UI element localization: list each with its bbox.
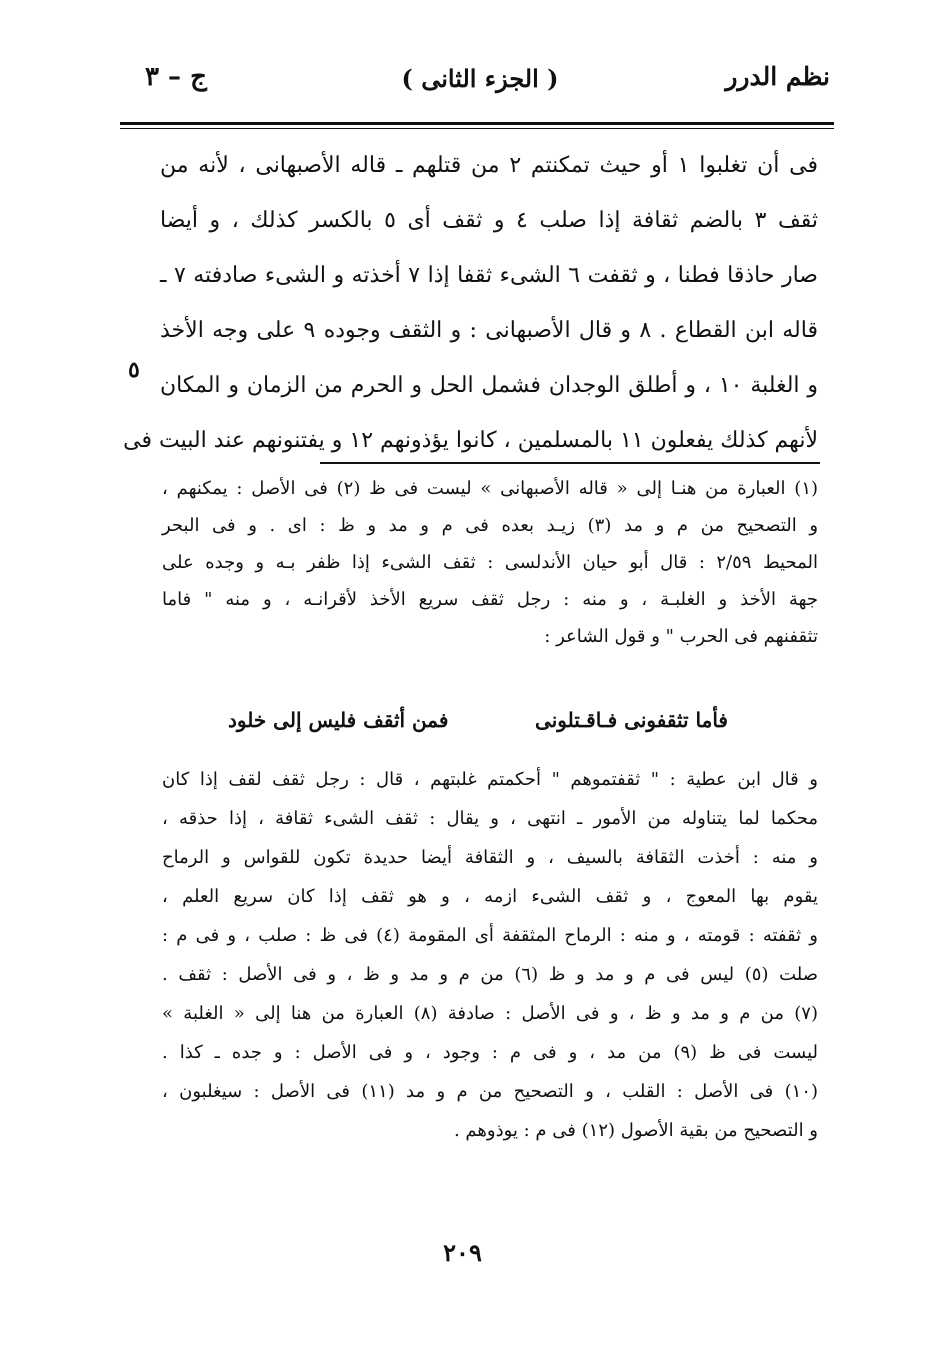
footnote-line: (٧) من م و مد و ظ ، و فى الأصل : صادفة (٨) العبارة من هنا إلى « الغلبة » xyxy=(162,1003,818,1024)
footnote-line: و ثقفته : قومته ، و منه : الرماح المثقفة أى المقومة (٤) فى ظ : صلب ، و فى م : xyxy=(162,925,818,946)
footnote-line: (١٠) فى الأصل : القلب ، و التصحيح من م و مد (١١) فى الأصل : سيغلبون ، xyxy=(162,1081,818,1102)
header-rule-thick xyxy=(120,122,834,125)
poem-second-hemistich: فمن أثقف فليس إلى خلود xyxy=(228,708,449,732)
part-title: ( الجزء الثانى ) xyxy=(401,64,559,93)
book-title: نظم الدرر xyxy=(725,62,830,91)
footnote-line: تثقفنهم فى الحرب " و قول الشاعر : xyxy=(544,626,818,647)
main-text-line: و الغلبة ١٠ ، و أطلق الوجدان فشمل الحل و الحرم من الزمان و المكان xyxy=(160,373,818,398)
volume-marker: ج – ٣ xyxy=(145,62,207,92)
footnotes-block xyxy=(162,470,818,655)
footnote-line: و التصحيح من م و مد (٣) زيـد بعده فى م و مد و ظ : اى . و فى البحر xyxy=(162,515,819,536)
footnote-line: جهة الأخذ و الغلبـة ، و منه : رجل ثقف سريع الأخذ لأقرانـه ، و منه " فاما xyxy=(162,589,818,610)
footnote-line: محكما لما يتناوله من الأمور ـ انتهى ، و يقال : ثقف الشىء ثقافة ، إذا حذقه ، xyxy=(162,808,818,829)
poem-first-hemistich: فأما تثقفونى فـاقـتلونى xyxy=(535,708,728,732)
page-number: ٢٠٩ xyxy=(443,1238,482,1267)
main-text-line: ثقف ٣ بالضم ثقافة إذا صلب ٤ و ثقف أى ٥ بالكسر كذلك ، و أيضا xyxy=(160,208,818,233)
main-text-line: صار حاذقا فطنا ، و ثقفت ٦ الشىء ثقفا إذا ٧ أخذته و الشىء صادفته ٧ ـ xyxy=(160,263,818,288)
poem-verse xyxy=(228,700,728,740)
main-text-block xyxy=(123,138,818,468)
footnote-line: ليست فى ظ (٩) من مد ، و فى م : وجود ، و فى الأصل : و جده ـ كذا . xyxy=(162,1042,818,1063)
running-header xyxy=(130,62,830,106)
margin-line-marker: ٥ xyxy=(128,357,140,383)
footnote-line: (١) العبارة من هنـا إلى « قاله الأصبهانى » ليست فى ظ (٢) فى الأصل : يمكنهم ، xyxy=(162,478,819,499)
header-rule-thin xyxy=(120,128,834,129)
footnote-line: المحيط ٢/٥٩ : قال أبو حيان الأندلسى : ثقف الشىء إذا ظفر بـه و وجده على xyxy=(162,552,819,573)
footnotes-continued-block xyxy=(162,760,818,1150)
footnote-line: و قال ابن عطية : " ثقفتموهم " أحكمتم غلبتهم ، قال : رجل ثقف لقف إذا كان xyxy=(162,769,818,790)
main-text-line: قاله ابن القطاع . ٨ و قال الأصبهانى : و الثقف وجوده ٩ على وجه الأخذ xyxy=(160,318,818,343)
footnote-line: و منه : أخذت الثقافة بالسيف ، و الثقافة أيضا حديدة تكون للقواس و الرماح xyxy=(162,847,818,868)
footnote-line: يقوم بها المعوج ، و ثقف الشىء ازمه ، و هو ثقف إذا كان سريع العلم ، xyxy=(162,886,818,907)
main-text-line: فى أن تغلبوا ١ أو حيث تمكنتم ٢ من قتلهم ـ قاله الأصبهانى ، لأنه من xyxy=(160,153,818,178)
footnote-line: و التصحيح من بقية الأصول (١٢) فى م : يوذوهم . xyxy=(453,1120,818,1141)
footnote-separator xyxy=(320,462,820,464)
main-text-line: لأنهم كذلك يفعلون ١١ بالمسلمين ، كانوا يؤذونهم ١٢ و يفتنونهم عند البيت فى xyxy=(123,428,818,453)
footnote-line: صلت (٥) ليس فى م و مد و ظ (٦) من م و مد و ظ ، و فى الأصل : ثقف . xyxy=(162,964,819,985)
